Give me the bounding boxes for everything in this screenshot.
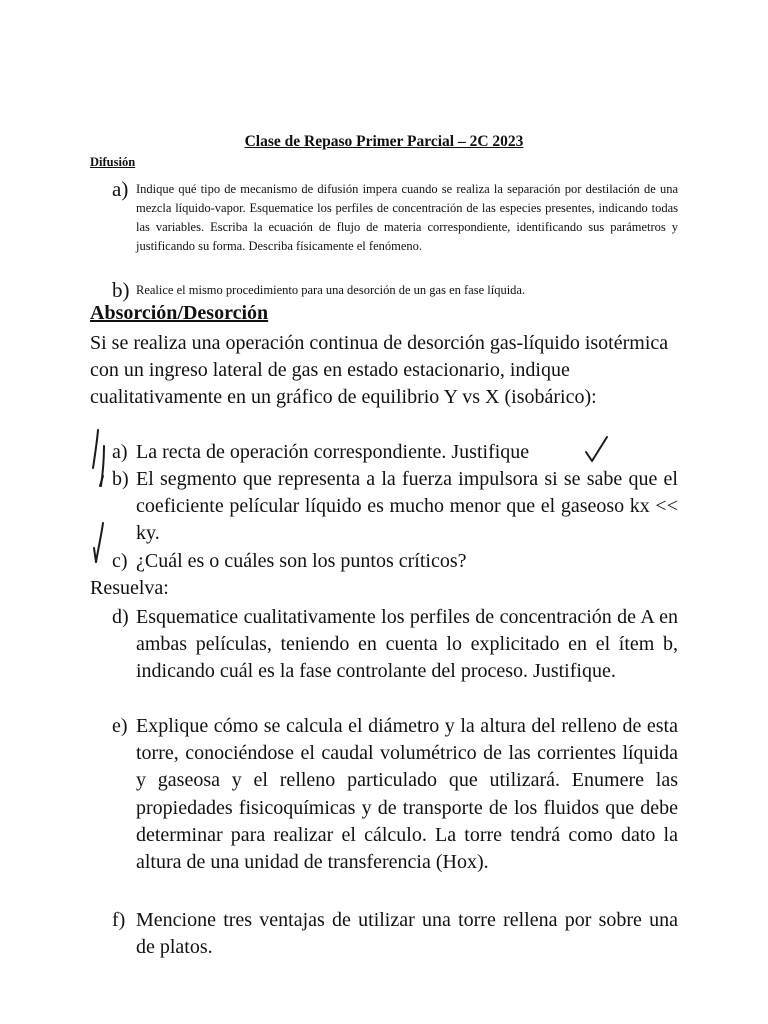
diffusion-item-a (112, 177, 678, 256)
question-item-b (112, 466, 678, 548)
item-marker: c) (112, 550, 128, 572)
pen-stroke-icon (100, 476, 103, 486)
item-text: Realice el mismo procedimiento para una desorción de un gas en fase líquida. (136, 283, 526, 297)
question-item-c (112, 548, 678, 575)
diffusion-item-b (112, 278, 678, 302)
diffusion-heading: Difusión (90, 155, 136, 169)
item-text: Indique qué tipo de mecanismo de difusión impera cuando se realiza la separación por destilación de una mezcla líquido-vapor. Esquematice los perfiles de concentración de las especies presentes, indicando todas las variables. Escriba la ecuación de flujo de materia correspondiente, identificando sus parámetros y justificando su forma. Describa físicamente el fenómeno. (136, 182, 678, 253)
item-marker: e) (112, 715, 128, 737)
item-marker: a) (112, 441, 128, 463)
pen-stroke-icon (94, 548, 96, 562)
absorption-heading: Absorción/Desorción (90, 302, 269, 324)
pen-stroke-icon (93, 430, 98, 468)
item-marker: d) (112, 606, 129, 628)
absorption-intro: Si se realiza una operación continua de desorción gas-líquido isotérmica con un ingreso lateral de gas en estado estacionario, indique cualitativamente en un gráfico de equilibrio Y vs X (isobárico): (90, 332, 669, 408)
item-text: ¿Cuál es o cuáles son los puntos críticos? (136, 550, 467, 572)
item-marker: b) (112, 468, 129, 490)
resolve-label: Resuelva: (90, 577, 169, 599)
item-text: Esquematice cualitativamente los perfiles de concentración de A en ambas películas, teniendo en cuenta lo explicitado en el ítem b, indicando cuál es la fase controlante del proceso. Justifique. (136, 606, 678, 683)
item-text: Mencione tres ventajas de utilizar una torre rellena por sobre una de platos. (136, 909, 678, 959)
question-item-f (112, 907, 678, 961)
item-text: El segmento que representa a la fuerza impulsora si se sabe que el coeficiente películar líquido es mucho menor que el gaseoso kx << ky. (136, 468, 678, 545)
question-item-a (112, 439, 678, 466)
item-text: Explique cómo se calcula el diámetro y la altura del relleno de esta torre, conociéndose el caudal volumétrico de las corrientes líquida y gaseosa y el relleno particulado que utilizará. Enumere las propiedades fisicoquímicas y de transporte de los fluidos que debe determinar para realizar el cálculo. La torre tendrá como dato la altura de una unidad de transferencia (Hox). (136, 715, 678, 874)
item-marker: a) (112, 177, 129, 201)
pen-stroke-icon (101, 446, 104, 486)
item-text: La recta de operación correspondiente. Justifique (136, 441, 530, 463)
question-item-e (112, 713, 678, 876)
page-title: Clase de Repaso Primer Parcial – 2C 2023 (244, 133, 524, 150)
item-marker: b) (112, 278, 130, 302)
question-item-d (112, 604, 678, 686)
item-marker: f) (112, 909, 126, 931)
pen-stroke-icon (96, 523, 103, 562)
